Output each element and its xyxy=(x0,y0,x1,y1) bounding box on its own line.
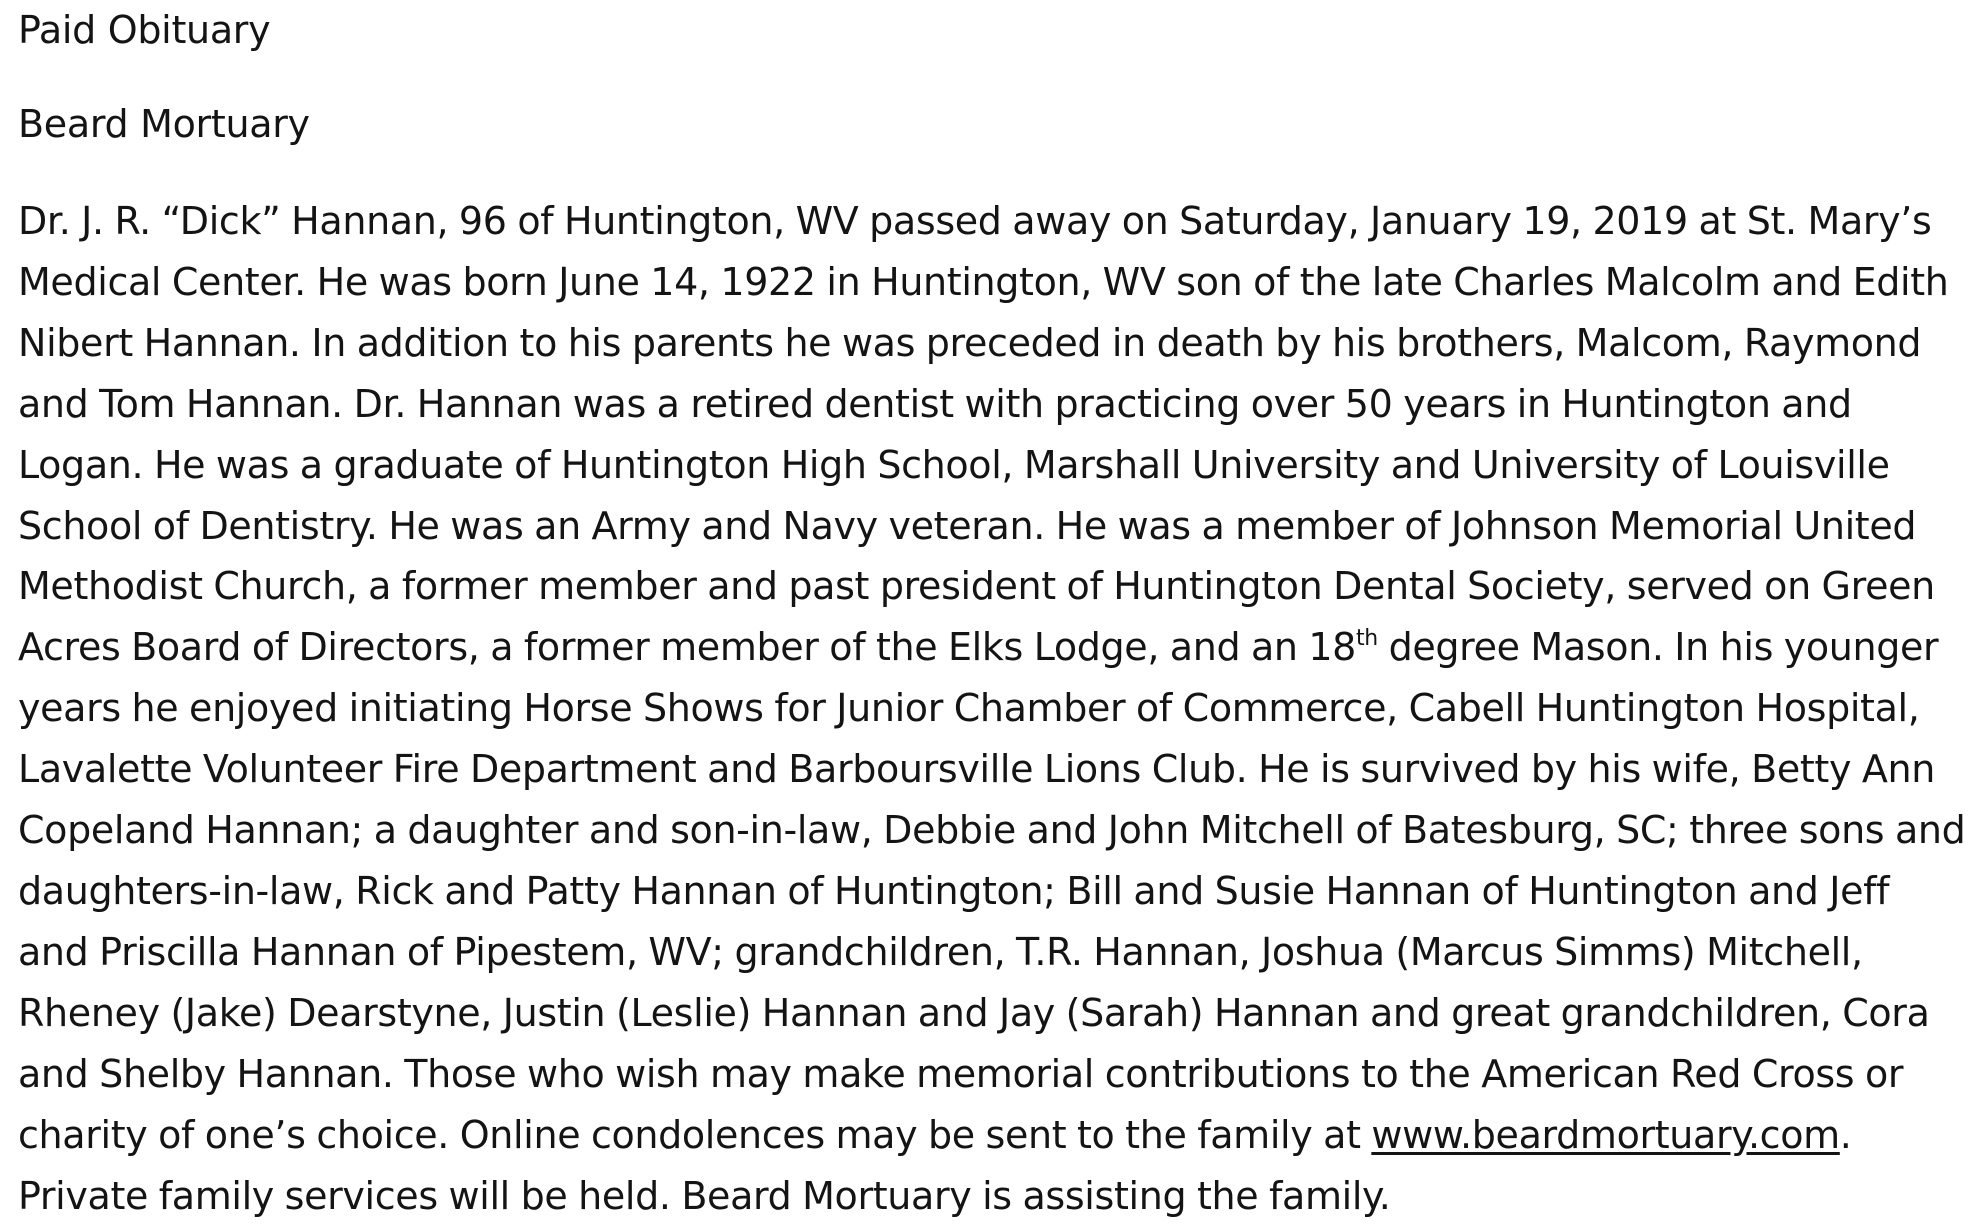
body-line-condolences xyxy=(18,1105,1968,1166)
body-line: Rheney (Jake) Dearstyne, Justin (Leslie) Hannan and Jay (Sarah) Hannan and great grandchildren, Cora xyxy=(18,983,1968,1044)
body-line: Copeland Hannan; a daughter and son-in-law, Debbie and John Mitchell of Batesburg, SC; three sons and xyxy=(18,800,1968,861)
body-line: Lavalette Volunteer Fire Department and Barboursville Lions Club. He is survived by his wife, Betty Ann xyxy=(18,739,1968,800)
body-line: Medical Center. He was born June 14, 1922 in Huntington, WV son of the late Charles Malcolm and Edith xyxy=(18,252,1968,313)
mortuary-name: Beard Mortuary xyxy=(18,102,310,146)
body-line: years he enjoyed initiating Horse Shows for Junior Chamber of Commerce, Cabell Huntington Hospital, xyxy=(18,678,1968,739)
body-line-text: Acres Board of Directors, a former member of the Elks Lodge, and an 18 xyxy=(18,625,1356,669)
mortuary-website-link[interactable]: www.beardmortuary.com xyxy=(1371,1113,1839,1157)
body-line: and Tom Hannan. Dr. Hannan was a retired dentist with practicing over 50 years in Huntington and xyxy=(18,374,1968,435)
body-line: Dr. J. R. “Dick” Hannan, 96 of Huntington, WV passed away on Saturday, January 19, 2019 at St. Mary’s xyxy=(18,191,1968,252)
body-line: Logan. He was a graduate of Huntington High School, Marshall University and University of Louisville xyxy=(18,435,1968,496)
body-line: School of Dentistry. He was an Army and Navy veteran. He was a member of Johnson Memorial United xyxy=(18,496,1968,557)
body-line-text: charity of one’s choice. Online condolences may be sent to the family at xyxy=(18,1113,1371,1157)
body-line-text: . xyxy=(1840,1113,1852,1157)
ordinal-superscript: th xyxy=(1356,626,1378,651)
body-line-text: degree Mason. In his younger xyxy=(1378,625,1938,669)
obituary-body xyxy=(18,191,1968,1226)
body-line: and Shelby Hannan. Those who wish may make memorial contributions to the American Red Cross or xyxy=(18,1044,1968,1105)
body-line-closing: Private family services will be held. Beard Mortuary is assisting the family. xyxy=(18,1166,1968,1226)
body-line: daughters-in-law, Rick and Patty Hannan of Huntington; Bill and Susie Hannan of Huntington and Jeff xyxy=(18,861,1968,922)
body-line: Nibert Hannan. In addition to his parents he was preceded in death by his brothers, Malcom, Raymond xyxy=(18,313,1968,374)
body-line: Methodist Church, a former member and past president of Huntington Dental Society, served on Green xyxy=(18,556,1968,617)
obituary-page xyxy=(18,0,1968,1224)
document-label: Paid Obituary xyxy=(18,8,270,52)
body-line: and Priscilla Hannan of Pipestem, WV; grandchildren, T.R. Hannan, Joshua (Marcus Simms) Mitchell, xyxy=(18,922,1968,983)
body-line-mason xyxy=(18,617,1968,678)
